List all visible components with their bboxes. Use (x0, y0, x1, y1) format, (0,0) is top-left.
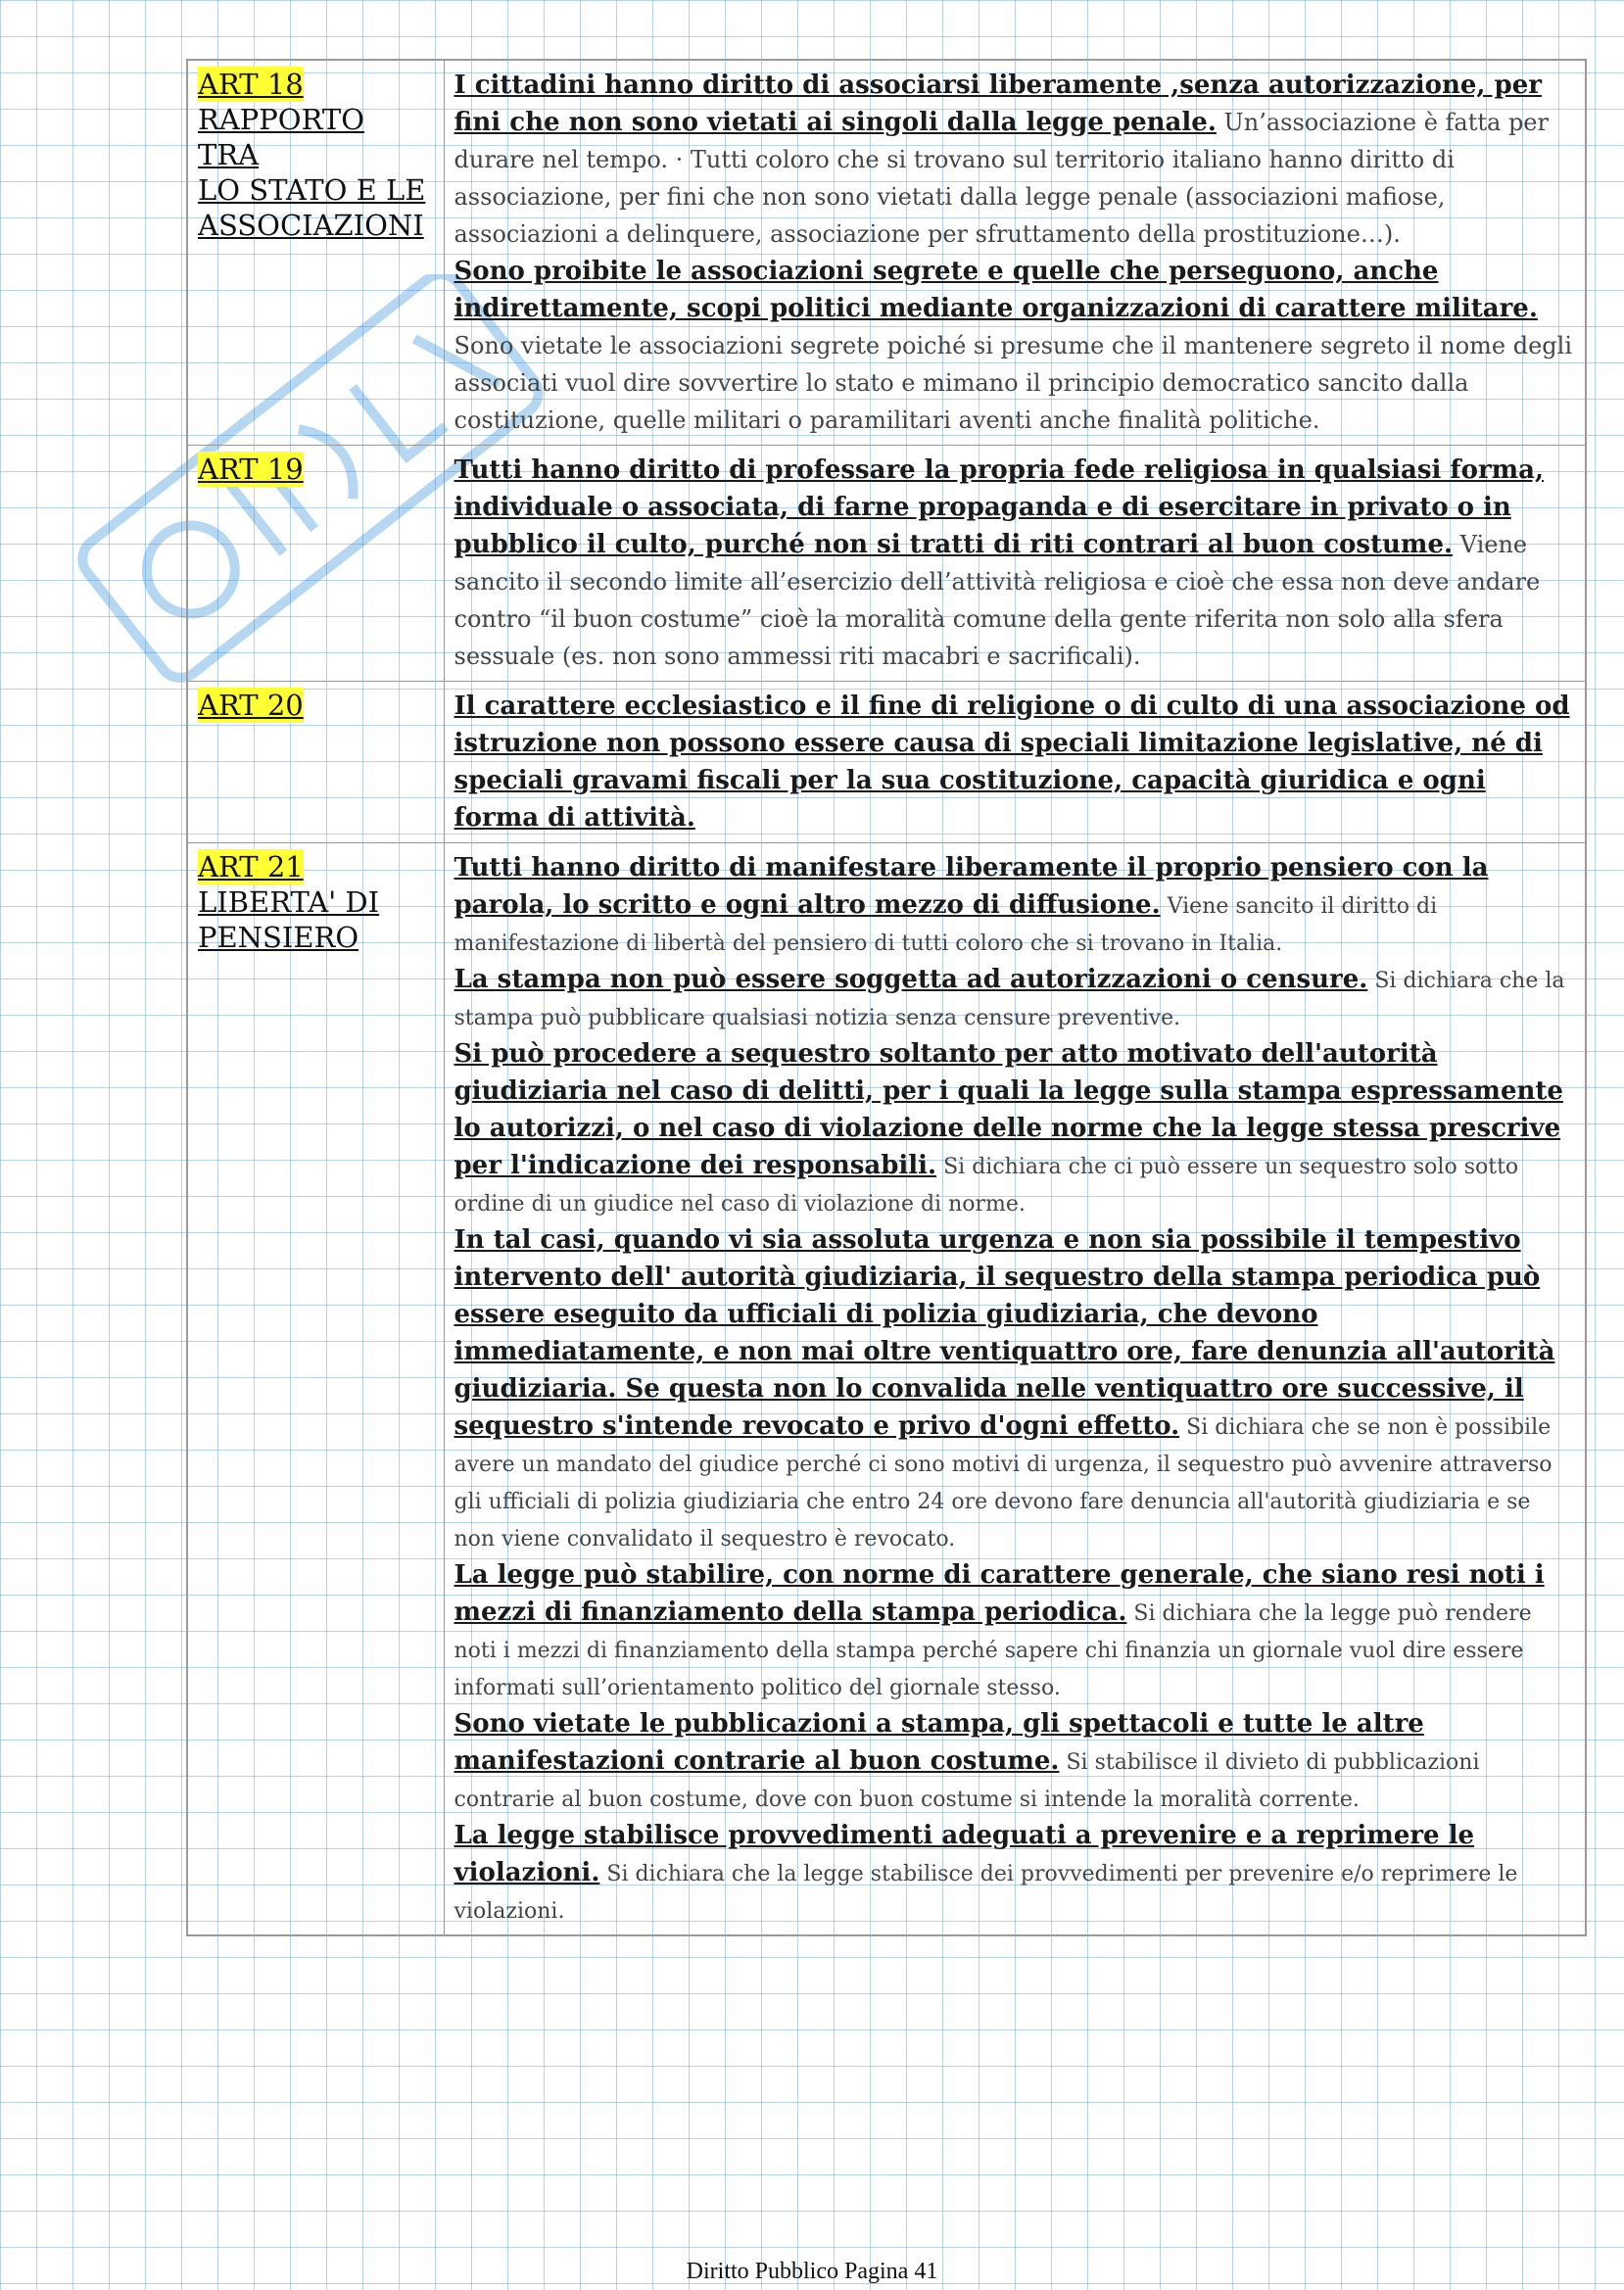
article-number: ART 18 (198, 68, 304, 101)
commentary-text: Si stabilisce il divieto di pubblicazioni contrarie al buon costume, dove con buon costume si intende la moralità corrente. (454, 1750, 1480, 1812)
constitution-text: La stampa non può essere soggetta ad autorizzazioni o censure. (454, 965, 1368, 994)
constitution-text: In tal casi, quando vi sia assoluta urgenza e non sia possibile il tempestivo intervento dell' autorità giudiziaria, il sequestro della stampa periodica può essere eseguito da ufficiali di polizia giudiziaria, che devono immediatamente, e non mai oltre ventiquattro ore, fare denunzia all'autorità giudiziaria. Se questa non lo convalida nelle ventiquattro ore successive, il sequestro s'intende revocato e privo d'ogni effetto. (454, 1225, 1555, 1441)
article-body-cell (444, 446, 1586, 682)
page-footer: Diritto Pubblico Pagina 41 (686, 2259, 938, 2284)
article-label-cell (187, 446, 444, 682)
constitution-text: I cittadini hanno diritto di associarsi liberamente ,senza autorizzazione, per fini che non sono vietati ai singoli dalla legge penale. (454, 71, 1542, 137)
article-body-cell (444, 682, 1586, 843)
article-paragraph (454, 452, 1576, 675)
commentary-text: Si dichiara che la legge stabilisce dei provvedimenti per prevenire e/o reprimere le violazioni. (454, 1862, 1518, 1924)
constitution-text: Sono vietate le pubblicazioni a stampa, gli spettacoli e tutte le altre manifestazioni contrarie al buon costume. (454, 1709, 1424, 1776)
constitution-text: La legge può stabilire, con norme di carattere generale, che siano resi noti i mezzi di finanziamento della stampa periodica. (454, 1560, 1545, 1627)
commentary-text: Si dichiara che la stampa può pubblicare qualsiasi notizia senza censure preventive. (454, 969, 1565, 1030)
article-body-cell (444, 60, 1586, 446)
constitution-text: Il carattere ecclesiastico e il fine di religione o di culto di una associazione od istruzione non possono essere causa di speciali limitazione legislative, né di speciali gravami fiscali per la sua costituzione, capacità giuridica e ogni forma di attività. (454, 692, 1570, 833)
article-paragraph (454, 1705, 1576, 1817)
commentary-text: Si dichiara che la legge può rendere noti i mezzi di finanziamento della stampa perché sapere chi finanzia un giornale vuol dire essere informati sull’orientamento politico del giornale stesso. (454, 1601, 1532, 1700)
article-paragraph (454, 849, 1576, 961)
article-title: RAPPORTO TRA LO STATO E LE ASSOCIAZIONI (198, 103, 426, 242)
article-row (187, 60, 1586, 446)
commentary-text: Si dichiara che se non è possibile avere un mandato del giudice perché ci sono motivi di urgenza, il sequestro può avvenire attraverso gli ufficiali di polizia giudiziaria che entro 24 ore devono fare denuncia all'autorità giudiziaria e se non viene convalidato il sequestro è revocato. (454, 1415, 1552, 1551)
article-paragraph (454, 1221, 1576, 1556)
article-paragraph (454, 67, 1576, 253)
articles-table (186, 59, 1587, 1936)
article-label-cell (187, 60, 444, 446)
article-paragraph (454, 1817, 1576, 1929)
constitution-text: Sono proibite le associazioni segrete e quelle che perseguono, anche indirettamente, scopi politici mediante organizzazioni di carattere militare. (454, 257, 1538, 323)
article-row (187, 843, 1586, 1936)
constitution-text: Si può procedere a sequestro soltanto per atto motivato dell'autorità giudiziaria nel caso di delitti, per i quali la legge sulla stampa espressamente lo autorizzi, o nel caso di violazione delle norme che la legge stessa prescrive per l'indicazione dei responsabili. (454, 1039, 1563, 1180)
article-paragraph (454, 961, 1576, 1035)
commentary-text: Viene sancito il diritto di manifestazione di libertà del pensiero di tutti coloro che si trovano in Italia. (454, 894, 1438, 956)
article-paragraph (454, 1556, 1576, 1705)
article-paragraph (454, 688, 1576, 836)
commentary-text: Sono vietate le associazioni segrete poiché si presume che il mantenere segreto il nome degli associati vuol dire sovvertire lo stato e mimano il principio democratico sancito dalla costituzione, quelle militari o paramilitari aventi anche finalità politiche. (454, 332, 1573, 434)
article-label-cell (187, 843, 444, 1936)
commentary-text: Viene sancito il secondo limite all’esercizio dell’attività religiosa e cioè che essa non deve andare contro “il buon costume” cioè la moralità comune della gente riferita non solo alla sfera sessuale (es. non sono ammessi riti macabri e sacrificali). (454, 531, 1541, 670)
article-row (187, 446, 1586, 682)
article-number: ART 19 (198, 453, 304, 486)
article-row (187, 682, 1586, 843)
article-body-cell (444, 843, 1586, 1936)
article-label-cell (187, 682, 444, 843)
article-title: LIBERTA' DI PENSIERO (198, 885, 380, 954)
commentary-text: Si dichiara che ci può essere un sequestro solo sotto ordine di un giudice nel caso di violazione di norme. (454, 1155, 1519, 1217)
commentary-text: Un’associazione è fatta per durare nel tempo. · Tutti coloro che si trovano sul territorio italiano hanno diritto di associazione, per fini che non sono vietati dalla legge penale (associazioni mafiose, associazioni a delinquere, associazione per sfruttamento della prostituzione…). (454, 109, 1549, 248)
constitution-text: Tutti hanno diritto di manifestare liberamente il proprio pensiero con la parola, lo scritto e ogni altro mezzo di diffusione. (454, 853, 1489, 920)
article-paragraph (454, 1035, 1576, 1221)
article-number: ART 21 (198, 850, 304, 883)
article-paragraph (454, 253, 1576, 439)
constitution-text: La legge stabilisce provvedimenti adeguati a prevenire e a reprimere le violazioni. (454, 1821, 1475, 1887)
article-number: ART 20 (198, 689, 304, 722)
constitution-text: Tutti hanno diritto di professare la propria fede religiosa in qualsiasi forma, individuale o associata, di farne propaganda e di esercitare in privato o in pubblico il culto, purché non si tratti di riti contrari al buon costume. (454, 455, 1545, 559)
